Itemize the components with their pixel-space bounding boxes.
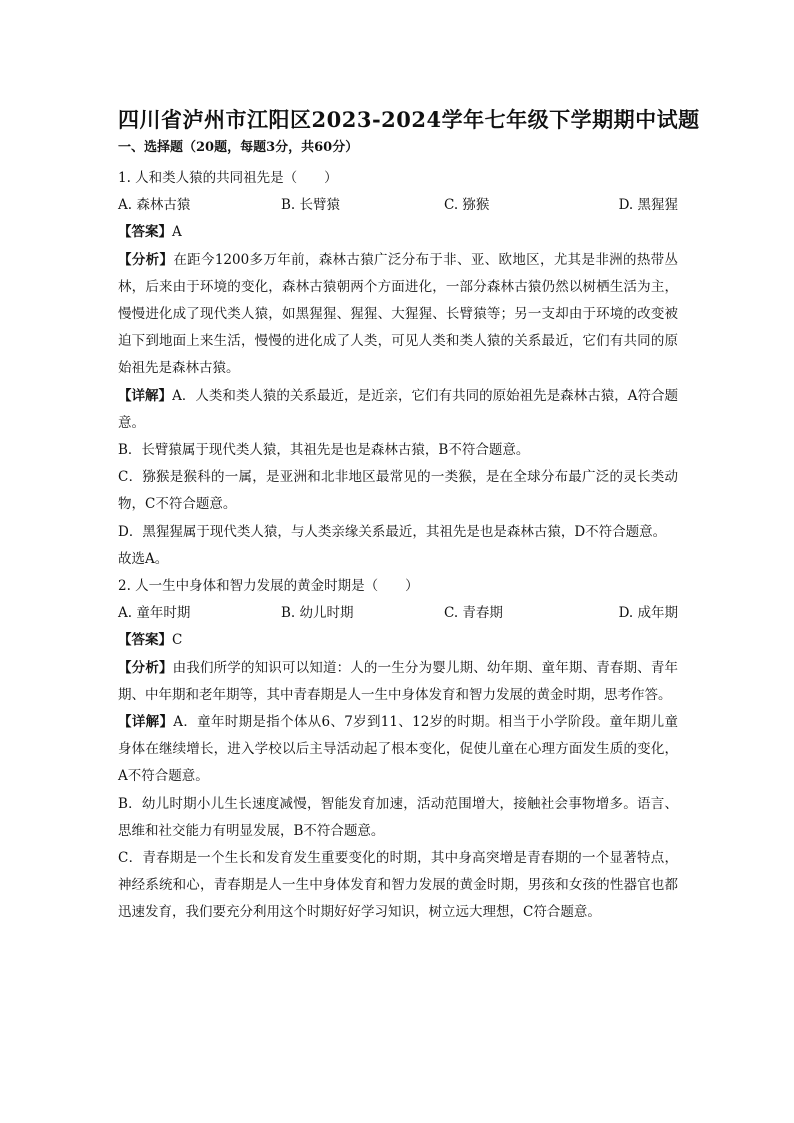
detail-paragraph <box>118 383 678 437</box>
option-b: B. 幼儿时期 <box>281 605 354 622</box>
option-list <box>118 192 678 219</box>
answer-line <box>118 219 678 246</box>
analysis-text: 在距今1200多万年前，森林古猿广泛分布于非、亚、欧地区，尤其是非洲的热带丛林，后来由于环境的变化，森林古猿朝两个方面进化，一部分森林古猿仍然以树栖生活为主，慢慢进化成了现代类人猿，如黑猩猩、猩猩、大猩猩、长臂猿等；另一支却由于环境的改变被迫下到地面上来生活，慢慢的进化成了人类，可见人类和类人猿的关系最近，它们有共同的原始祖先是森林古猿。 <box>118 251 679 377</box>
detail-b-text: B．幼儿时期小儿生长速度减慢，智能发育加速，活动范围增大，接触社会事物增多。语言、思维和社交能力有明显发展，B不符合题意。 <box>118 795 678 839</box>
option-list <box>118 600 678 627</box>
document-title: 四川省泸州市江阳区2023-2024学年七年级下学期期中试题 <box>118 107 700 132</box>
analysis-tag: 【分析】 <box>118 659 173 676</box>
question-stem: 2. 人一生中身体和智力发展的黄金时期是（ ） <box>118 578 419 595</box>
detail-paragraph <box>118 709 678 791</box>
answer-tag: 【答案】 <box>118 632 172 649</box>
detail-a-text: A．人类和类人猿的关系最近，是近亲，它们有共同的原始祖先是森林古猿，A符合题意。 <box>118 387 679 431</box>
question-stem: 1. 人和类人猿的共同祖先是（ ） <box>118 170 338 186</box>
question-2 <box>118 573 678 927</box>
option-b: B. 长臂猿 <box>281 197 341 214</box>
option-a: A. 童年时期 <box>118 605 191 622</box>
detail-tag: 【详解】 <box>118 714 174 731</box>
detail-c-text: C．青春期是一个生长和发育发生重要变化的时期，其中身高突增是青春期的一个显著特点，神经系统和心，青春期是人一生中身体发育和智力发展的黄金时期，男孩和女孩的性器官也都迅速发育，我们要充分利用这个时期好好学习知识，树立远大理想，C符合题意。 <box>118 850 678 921</box>
option-c: C. 猕猴 <box>444 197 490 214</box>
option-d: D. 成年期 <box>618 605 678 622</box>
detail-b-text: B．长臂猿属于现代类人猿，其祖先是也是森林古猿，B不符合题意。 <box>118 442 530 459</box>
answer-tag: 【答案】 <box>118 224 172 241</box>
analysis-paragraph <box>118 655 678 709</box>
analysis-tag: 【分析】 <box>118 251 174 268</box>
option-d: D. 黑猩猩 <box>618 197 678 214</box>
analysis-paragraph <box>118 247 678 383</box>
option-a: A. 森林古猿 <box>118 197 191 214</box>
section-heading: 一、选择题（20题，每题3分，共60分） <box>118 140 359 155</box>
analysis-text: 由我们所学的知识可以知道：人的一生分为婴儿期、幼年期、童年期、青春期、青年期、中年期和老年期等，其中青春期是人一生中身体发育和智力发展的黄金时期，思考作答。 <box>118 659 679 703</box>
detail-a-text: A．童年时期是指个体从6、7岁到11、12岁的时期。相当于小学阶段。童年期儿童身体在继续增长，进入学校以后主导活动起了根本变化，促使儿童在心理方面发生质的变化，A不符合题意。 <box>118 714 678 785</box>
option-c: C. 青春期 <box>444 605 503 622</box>
answer-value: A <box>172 224 182 241</box>
answer-value: C <box>172 632 183 649</box>
detail-c-text: C．猕猴是猴科的一属，是亚洲和北非地区最常见的一类猴，是在全球分布最广泛的灵长类动物，C不符合题意。 <box>118 469 678 513</box>
document-page <box>118 104 700 927</box>
conclusion-text: 故选A。 <box>118 550 169 567</box>
question-1 <box>118 165 678 573</box>
detail-d-text: D．黑猩猩属于现代类人猿，与人类亲缘关系最近，其祖先是也是森林古猿，D不符合题意。 <box>118 523 667 540</box>
answer-line <box>118 627 678 654</box>
detail-tag: 【详解】 <box>118 387 173 404</box>
